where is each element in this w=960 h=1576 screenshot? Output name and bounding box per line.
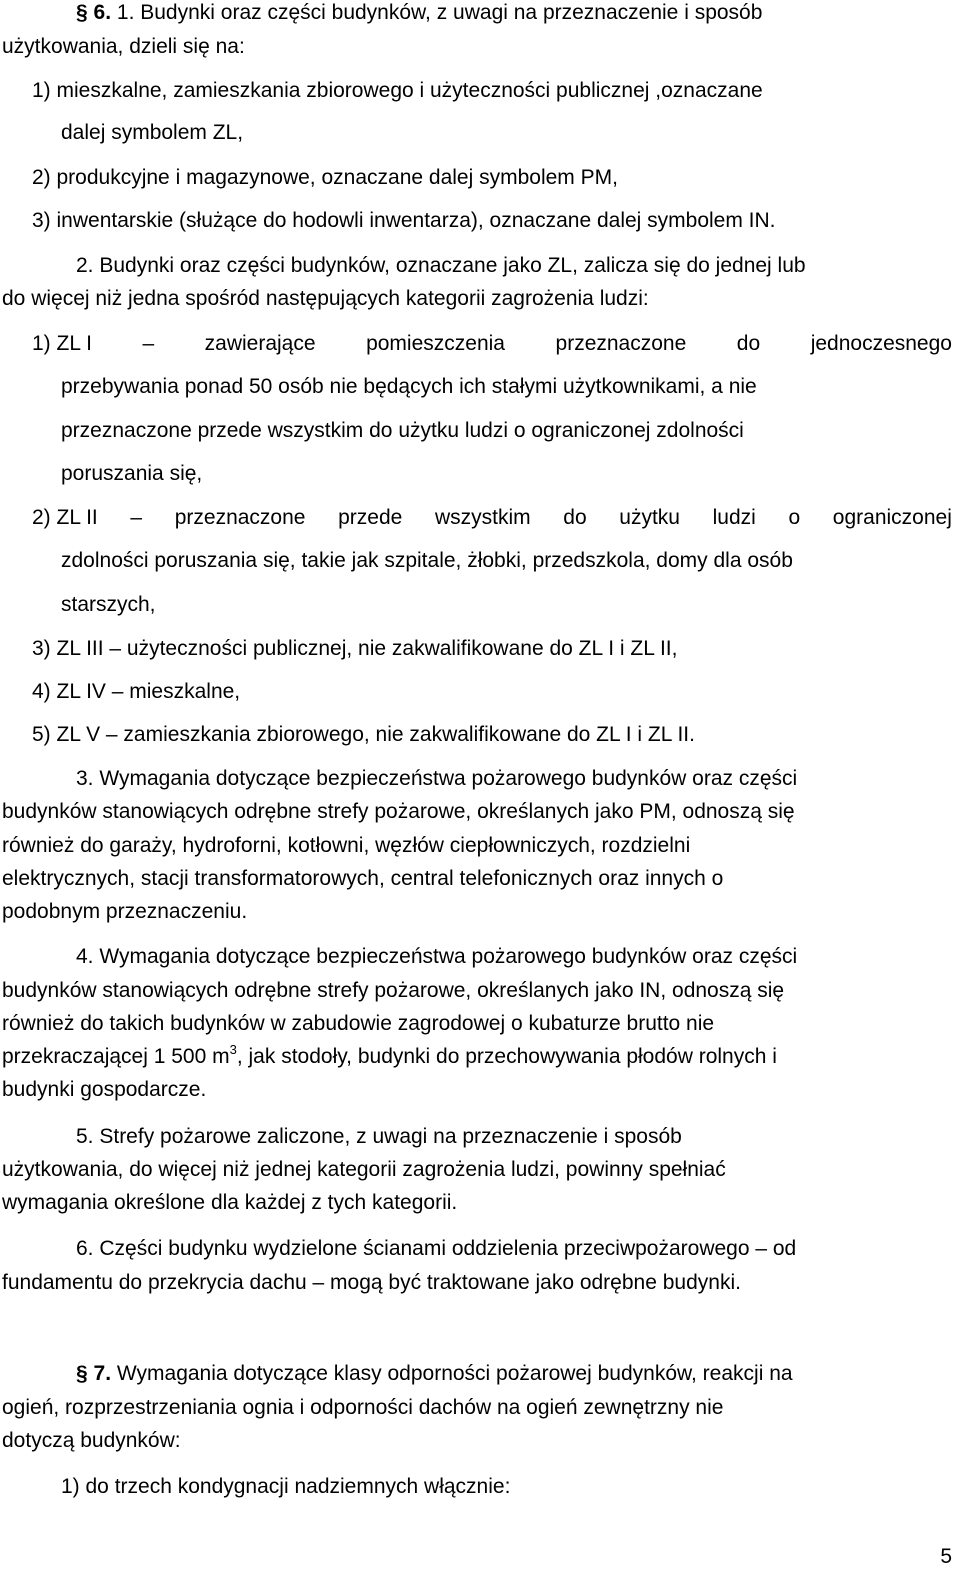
zl2-line-2: zdolności poruszania się, takie jak szpitale, żłobki, przedszkola, domy dla osób bbox=[61, 549, 793, 572]
point-3-line-1: 3. Wymagania dotyczące bezpieczeństwa pożarowego budynków oraz części bbox=[76, 767, 798, 790]
word: do bbox=[563, 506, 587, 529]
point-2-intro-cont: do więcej niż jedna spośród następujących kategorii zagrożenia ludzi: bbox=[2, 287, 649, 310]
section-7-item-1: 1) do trzech kondygnacji nadziemnych włącznie: bbox=[61, 1475, 511, 1498]
word: 2) ZL II bbox=[32, 506, 98, 529]
paragraph-sign: § bbox=[76, 1362, 88, 1385]
zl1-line-3: przeznaczone przede wszystkim do użytku ludzi o ograniczonej zdolności bbox=[61, 419, 744, 442]
point-3-line-3: również do garaży, hydroforni, kotłowni, węzłów ciepłowniczych, rozdzielni bbox=[2, 834, 691, 857]
point-5-line-3: wymagania określone dla każdej z tych kategorii. bbox=[2, 1191, 458, 1214]
word: przeznaczone bbox=[174, 506, 306, 529]
point-3-line-5: podobnym przeznaczeniu. bbox=[2, 900, 248, 923]
word: ludzi bbox=[712, 506, 756, 529]
section-7-heading bbox=[76, 1361, 793, 1387]
page-number: 5 bbox=[940, 1545, 952, 1568]
word: zawierające bbox=[204, 332, 316, 355]
zl4: 4) ZL IV – mieszkalne, bbox=[32, 680, 241, 703]
zl1-line-1 bbox=[32, 331, 952, 357]
paragraph-sign: § bbox=[76, 1, 88, 24]
item-1-line-a: 1) mieszkalne, zamieszkania zbiorowego i użyteczności publicznej ,oznaczane bbox=[32, 79, 763, 102]
zl3: 3) ZL III – użyteczności publicznej, nie zakwalifikowane do ZL I i ZL II, bbox=[32, 637, 678, 660]
word: 1) ZL I bbox=[32, 332, 92, 355]
point-6-line-2: fundamentu do przekrycia dachu – mogą być traktowane jako odrębne budynki. bbox=[2, 1271, 741, 1294]
point-4-line-5: budynki gospodarcze. bbox=[2, 1078, 207, 1101]
section-6-heading bbox=[76, 0, 762, 26]
superscript: 3 bbox=[229, 1042, 237, 1057]
word: do bbox=[736, 332, 761, 355]
point-4-line-4: przekraczającej 1 500 $m^3$, jak stodoły, budynki do przechowywania płodów rolnych i bbox=[2, 1042, 777, 1068]
item-3: 3) inwentarskie (służące do hodowli inwentarza), oznaczane dalej symbolem IN. bbox=[32, 209, 776, 232]
section-number: 7. bbox=[93, 1362, 112, 1385]
word: wszystkim bbox=[434, 506, 531, 529]
item-2: 2) produkcyjne i magazynowe, oznaczane dalej symbolem PM, bbox=[32, 166, 618, 189]
word: użytku bbox=[619, 506, 680, 529]
word: o bbox=[788, 506, 801, 529]
point-2-intro: 2. Budynki oraz części budynków, oznaczane jako ZL, zalicza się do jednej lub bbox=[76, 254, 806, 277]
word: pomieszczenia bbox=[366, 332, 505, 355]
section-number: 6. bbox=[93, 1, 112, 24]
word: przede bbox=[338, 506, 403, 529]
zl1-line-2: przebywania ponad 50 osób nie będących ich stałymi użytkownikami, a nie bbox=[61, 375, 757, 398]
zl1-line-4: poruszania się, bbox=[61, 462, 203, 485]
section-7-line-3: dotyczą budynków: bbox=[2, 1429, 181, 1452]
word: jednoczesnego bbox=[810, 332, 952, 355]
point-4-line-3: również do takich budynków w zabudowie zagrodowej o kubaturze brutto nie bbox=[2, 1012, 715, 1035]
item-1-line-b: dalej symbolem ZL, bbox=[61, 121, 244, 144]
point-1-intro: 1. Budynki oraz części budynków, z uwagi na przeznaczenie i sposób bbox=[116, 1, 763, 24]
section-7-line-1: Wymagania dotyczące klasy odporności pożarowej budynków, reakcji na bbox=[116, 1362, 793, 1385]
point-5-line-2: użytkowania, do więcej niż jednej kategorii zagrożenia ludzi, powinny spełniać bbox=[2, 1158, 726, 1181]
zl5: 5) ZL V – zamieszkania zbiorowego, nie zakwalifikowane do ZL I i ZL II. bbox=[32, 723, 695, 746]
point-4-line-2: budynków stanowiących odrębne strefy pożarowe, określanych jako IN, odnoszą się bbox=[2, 979, 785, 1002]
zl2-line-1 bbox=[32, 505, 952, 531]
point-3-line-2: budynków stanowiących odrębne strefy pożarowe, określanych jako PM, odnoszą się bbox=[2, 800, 795, 823]
section-7-line-2: ogień, rozprzestrzeniania ognia i odporności dachów na ogień zewnętrzny nie bbox=[2, 1396, 724, 1419]
point-1-intro-cont: użytkowania, dzieli się na: bbox=[2, 35, 245, 58]
point-6-line-1: 6. Części budynku wydzielone ścianami oddzielenia przeciwpożarowego – od bbox=[76, 1237, 797, 1260]
point-4-line-1: 4. Wymagania dotyczące bezpieczeństwa pożarowego budynków oraz części bbox=[76, 945, 798, 968]
point-3-line-4: elektrycznych, stacji transformatorowych, central telefonicznych oraz innych o bbox=[2, 867, 724, 890]
zl2-line-3: starszych, bbox=[61, 593, 156, 616]
dash: – bbox=[130, 506, 143, 529]
word: ograniczonej bbox=[832, 506, 952, 529]
word: przeznaczone bbox=[555, 332, 687, 355]
dash: – bbox=[142, 332, 155, 355]
point-5-line-1: 5. Strefy pożarowe zaliczone, z uwagi na przeznaczenie i sposób bbox=[76, 1125, 682, 1148]
